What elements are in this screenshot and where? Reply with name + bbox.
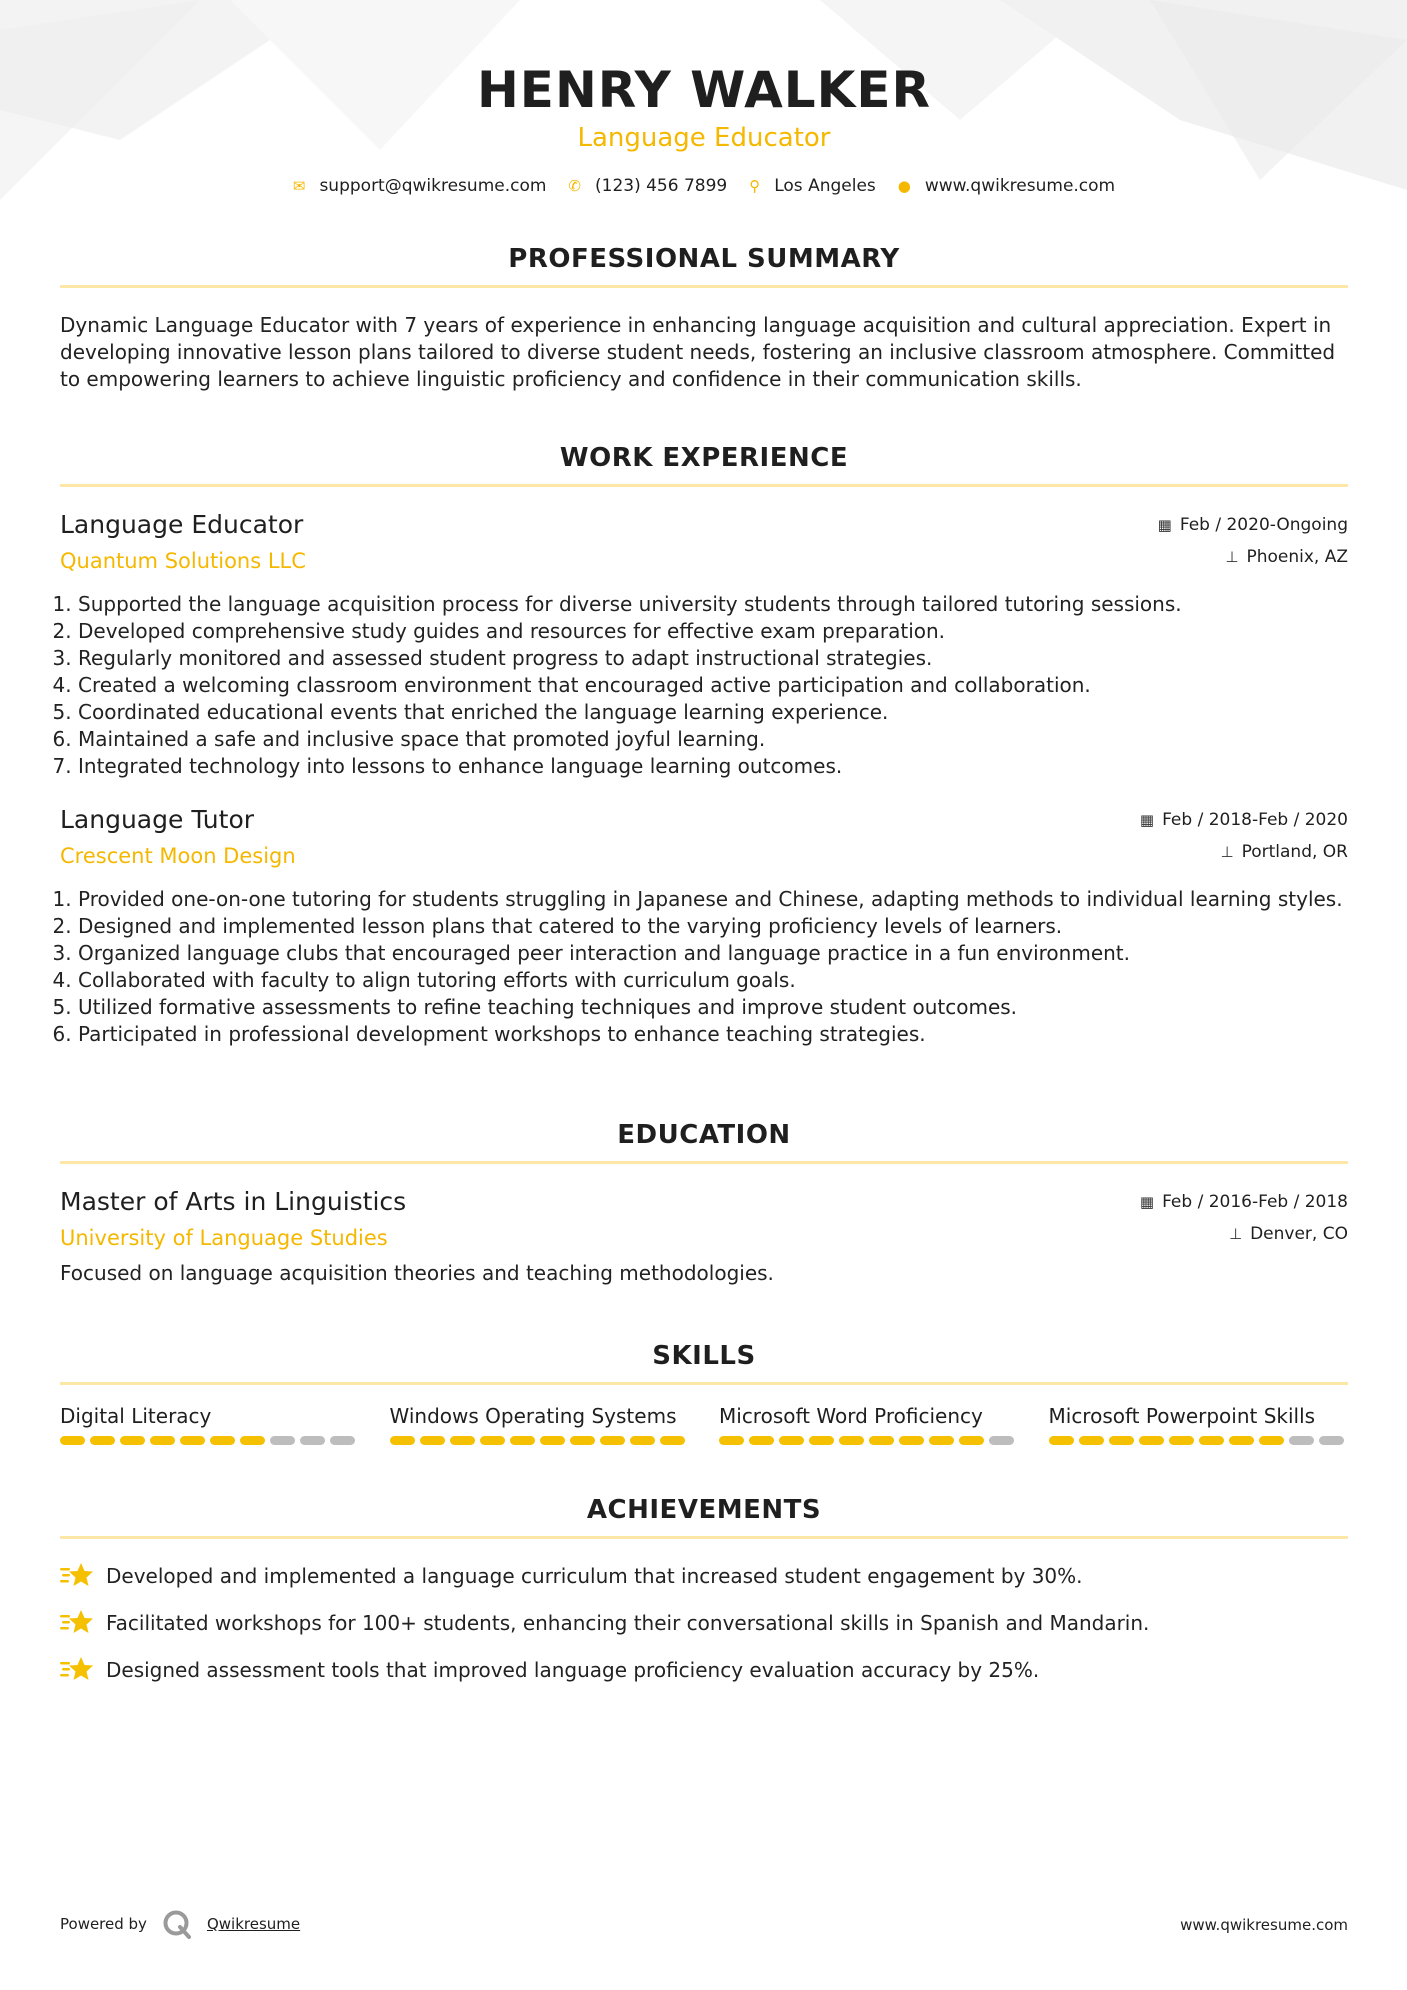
skill-segment-filled xyxy=(210,1436,235,1445)
skill-segment-filled xyxy=(1259,1436,1284,1445)
skill-rating-bar xyxy=(1049,1436,1349,1445)
skill-segment-filled xyxy=(929,1436,954,1445)
contact-bar xyxy=(60,176,1348,196)
job-date xyxy=(1140,810,1348,830)
skill-item xyxy=(390,1403,690,1445)
job-entry xyxy=(60,804,1348,1048)
skill-name: Microsoft Powerpoint Skills xyxy=(1048,1404,1316,1428)
pushpin-icon: ⊥ xyxy=(1225,548,1239,566)
star-icon xyxy=(60,1655,94,1685)
contact-email[interactable] xyxy=(293,176,547,196)
job-location-text: Portland, OR xyxy=(1241,842,1348,862)
skill-segment-filled xyxy=(240,1436,265,1445)
skill-segment-filled xyxy=(660,1436,685,1445)
email-text: support@qwikresume.com xyxy=(319,176,547,196)
skills-section xyxy=(60,1339,1348,1445)
company-name: Quantum Solutions LLC xyxy=(60,549,306,573)
skill-segment-filled xyxy=(959,1436,984,1445)
job-bullets xyxy=(60,591,1348,780)
experience-heading: WORK EXPERIENCE xyxy=(559,443,849,473)
list-item: 7. Integrated technology into lessons to enhance language learning outcomes. xyxy=(78,753,1348,780)
skill-segment-filled xyxy=(120,1436,145,1445)
experience-section xyxy=(60,441,1348,1048)
globe-icon: ● xyxy=(897,177,911,195)
section-divider xyxy=(60,1382,1348,1385)
skill-name: Windows Operating Systems xyxy=(389,1404,677,1428)
education-location xyxy=(1229,1224,1348,1244)
list-item: 1. Provided one-on-one tutoring for students struggling in Japanese and Chinese, adapting methods to individual learning styles. xyxy=(78,886,1348,913)
skill-segment-filled xyxy=(540,1436,565,1445)
education-section xyxy=(60,1118,1348,1287)
skill-segment-filled xyxy=(1229,1436,1254,1445)
skill-segment-filled xyxy=(839,1436,864,1445)
list-item: 2. Designed and implemented lesson plans that catered to the varying proficiency levels of learners. xyxy=(78,913,1348,940)
skill-segment-filled xyxy=(600,1436,625,1445)
skill-segment-filled xyxy=(510,1436,535,1445)
list-item: 5. Utilized formative assessments to refine teaching techniques and improve student outcomes. xyxy=(78,994,1348,1021)
list-item: 4. Created a welcoming classroom environment that encouraged active participation and collaboration. xyxy=(78,672,1348,699)
skills-heading: SKILLS xyxy=(652,1341,756,1371)
skill-segment-empty xyxy=(989,1436,1014,1445)
skill-segment-empty xyxy=(1319,1436,1344,1445)
company-name: Crescent Moon Design xyxy=(60,844,296,868)
list-item: 4. Collaborated with faculty to align tutoring efforts with curriculum goals. xyxy=(78,967,1348,994)
job-bullets xyxy=(60,886,1348,1048)
skill-segment-filled xyxy=(450,1436,475,1445)
resume-header xyxy=(60,0,1348,196)
job-entry xyxy=(60,509,1348,780)
list-item: 6. Maintained a safe and inclusive space that promoted joyful learning. xyxy=(78,726,1348,753)
skill-segment-filled xyxy=(390,1436,415,1445)
envelope-icon: ✉ xyxy=(292,177,306,195)
job-title: Language Educator xyxy=(60,510,304,539)
section-divider xyxy=(60,1536,1348,1539)
skill-segment-empty xyxy=(1289,1436,1314,1445)
summary-heading: PROFESSIONAL SUMMARY xyxy=(508,244,900,274)
calendar-icon: ▦ xyxy=(1139,1193,1155,1211)
calendar-icon: ▦ xyxy=(1157,516,1172,534)
skill-segment-filled xyxy=(1169,1436,1194,1445)
list-item: 1. Supported the language acquisition process for diverse university students through tailored tutoring sessions. xyxy=(78,591,1348,618)
skill-segment-filled xyxy=(869,1436,894,1445)
star-icon xyxy=(60,1608,94,1638)
job-location xyxy=(1221,842,1349,862)
skill-segment-filled xyxy=(60,1436,85,1445)
star-icon xyxy=(60,1561,94,1591)
skill-segment-empty xyxy=(300,1436,325,1445)
powered-by-label: Powered by xyxy=(60,1915,147,1933)
candidate-name: HENRY WALKER xyxy=(476,61,932,119)
education-description: Focused on language acquisition theories and teaching methodologies. xyxy=(60,1261,774,1285)
skill-segment-filled xyxy=(480,1436,505,1445)
contact-website[interactable] xyxy=(898,176,1115,196)
skill-segment-filled xyxy=(719,1436,744,1445)
skill-segment-filled xyxy=(1049,1436,1074,1445)
achievement-text: Facilitated workshops for 100+ students, enhancing their conversational skills in Spanish and Mandarin. xyxy=(106,1610,1150,1635)
skill-name: Digital Literacy xyxy=(60,1404,212,1428)
section-divider xyxy=(60,285,1348,288)
list-item: 5. Coordinated educational events that enriched the language learning experience. xyxy=(78,699,1348,726)
achievements-heading: ACHIEVEMENTS xyxy=(586,1495,822,1525)
skill-segment-empty xyxy=(330,1436,355,1445)
list-item: 6. Participated in professional development workshops to enhance teaching strategies. xyxy=(78,1021,1348,1048)
job-title: Language Tutor xyxy=(60,805,255,834)
skill-segment-filled xyxy=(180,1436,205,1445)
pushpin-icon: ⊥ xyxy=(1220,843,1234,861)
phone-icon: ✆ xyxy=(568,177,581,195)
skill-segment-filled xyxy=(150,1436,175,1445)
education-location-text: Denver, CO xyxy=(1250,1224,1348,1244)
job-location-text: Phoenix, AZ xyxy=(1246,547,1348,567)
list-item: 3. Regularly monitored and assessed student progress to adapt instructional strategies. xyxy=(78,645,1348,672)
candidate-title: Language Educator xyxy=(577,123,831,153)
phone-text: (123) 456 7899 xyxy=(595,176,728,196)
skill-segment-filled xyxy=(1199,1436,1224,1445)
achievement-text: Designed assessment tools that improved language proficiency evaluation accuracy by 25%. xyxy=(106,1657,1040,1682)
pushpin-icon: ⊥ xyxy=(1229,1225,1243,1243)
summary-text: Dynamic Language Educator with 7 years of experience in enhancing language acquisition and cultural appreciation. Expert in developing innovative lesson plans tailored to diverse student needs, fostering an inclusive classroom atmosphere. Committed to empowering learners to achieve linguistic proficiency and confidence in their communication skills. xyxy=(60,313,1336,391)
skill-segment-filled xyxy=(90,1436,115,1445)
skill-rating-bar xyxy=(60,1436,360,1445)
skill-segment-filled xyxy=(1109,1436,1134,1445)
job-date xyxy=(1158,515,1348,535)
education-date xyxy=(1140,1192,1348,1212)
education-heading: EDUCATION xyxy=(617,1120,791,1150)
achievements-list xyxy=(60,1561,1348,1685)
list-item: 3. Organized language clubs that encouraged peer interaction and language practice in a fun environment. xyxy=(78,940,1348,967)
skill-item xyxy=(719,1403,1019,1445)
skill-segment-filled xyxy=(630,1436,655,1445)
calendar-icon: ▦ xyxy=(1139,811,1155,829)
skill-segment-filled xyxy=(1079,1436,1104,1445)
education-entry xyxy=(60,1186,1348,1287)
powered-by xyxy=(60,1908,300,1940)
education-date-text: Feb / 2016-Feb / 2018 xyxy=(1162,1192,1348,1212)
summary-section xyxy=(60,242,1348,393)
achievement-item xyxy=(60,1561,1348,1591)
map-pin-icon: ⚲ xyxy=(749,177,761,195)
footer-url[interactable]: www.qwikresume.com xyxy=(1180,1916,1348,1934)
job-location xyxy=(1225,547,1348,567)
skill-segment-filled xyxy=(1139,1436,1164,1445)
location-text: Los Angeles xyxy=(774,176,876,196)
achievement-item xyxy=(60,1655,1348,1685)
achievement-item xyxy=(60,1608,1348,1638)
skill-name: Microsoft Word Proficiency xyxy=(719,1404,983,1428)
qwikresume-logo-icon xyxy=(161,1908,193,1940)
skill-segment-filled xyxy=(749,1436,774,1445)
achievements-section xyxy=(60,1493,1348,1685)
contact-location xyxy=(749,176,876,196)
skill-segment-filled xyxy=(420,1436,445,1445)
section-divider xyxy=(60,1161,1348,1164)
section-divider xyxy=(60,484,1348,487)
skill-segment-filled xyxy=(779,1436,804,1445)
skill-segment-filled xyxy=(899,1436,924,1445)
skill-rating-bar xyxy=(390,1436,690,1445)
skill-item xyxy=(60,1403,360,1445)
school-name: University of Language Studies xyxy=(60,1226,388,1250)
job-date-text: Feb / 2020-Ongoing xyxy=(1179,515,1348,535)
achievement-text: Developed and implemented a language curriculum that increased student engagement by 30%. xyxy=(106,1563,1083,1588)
contact-phone[interactable] xyxy=(568,176,727,196)
qwikresume-link[interactable]: Qwikresume xyxy=(206,1915,301,1933)
page-footer xyxy=(60,1900,1348,1936)
website-text: www.qwikresume.com xyxy=(924,176,1116,196)
skill-segment-empty xyxy=(270,1436,295,1445)
skill-segment-filled xyxy=(809,1436,834,1445)
list-item: 2. Developed comprehensive study guides and resources for effective exam preparation. xyxy=(78,618,1348,645)
degree-title: Master of Arts in Linguistics xyxy=(60,1187,407,1216)
job-date-text: Feb / 2018-Feb / 2020 xyxy=(1162,810,1348,830)
skill-item xyxy=(1049,1403,1349,1445)
skill-segment-filled xyxy=(570,1436,595,1445)
skills-row xyxy=(60,1403,1348,1445)
skill-rating-bar xyxy=(719,1436,1019,1445)
